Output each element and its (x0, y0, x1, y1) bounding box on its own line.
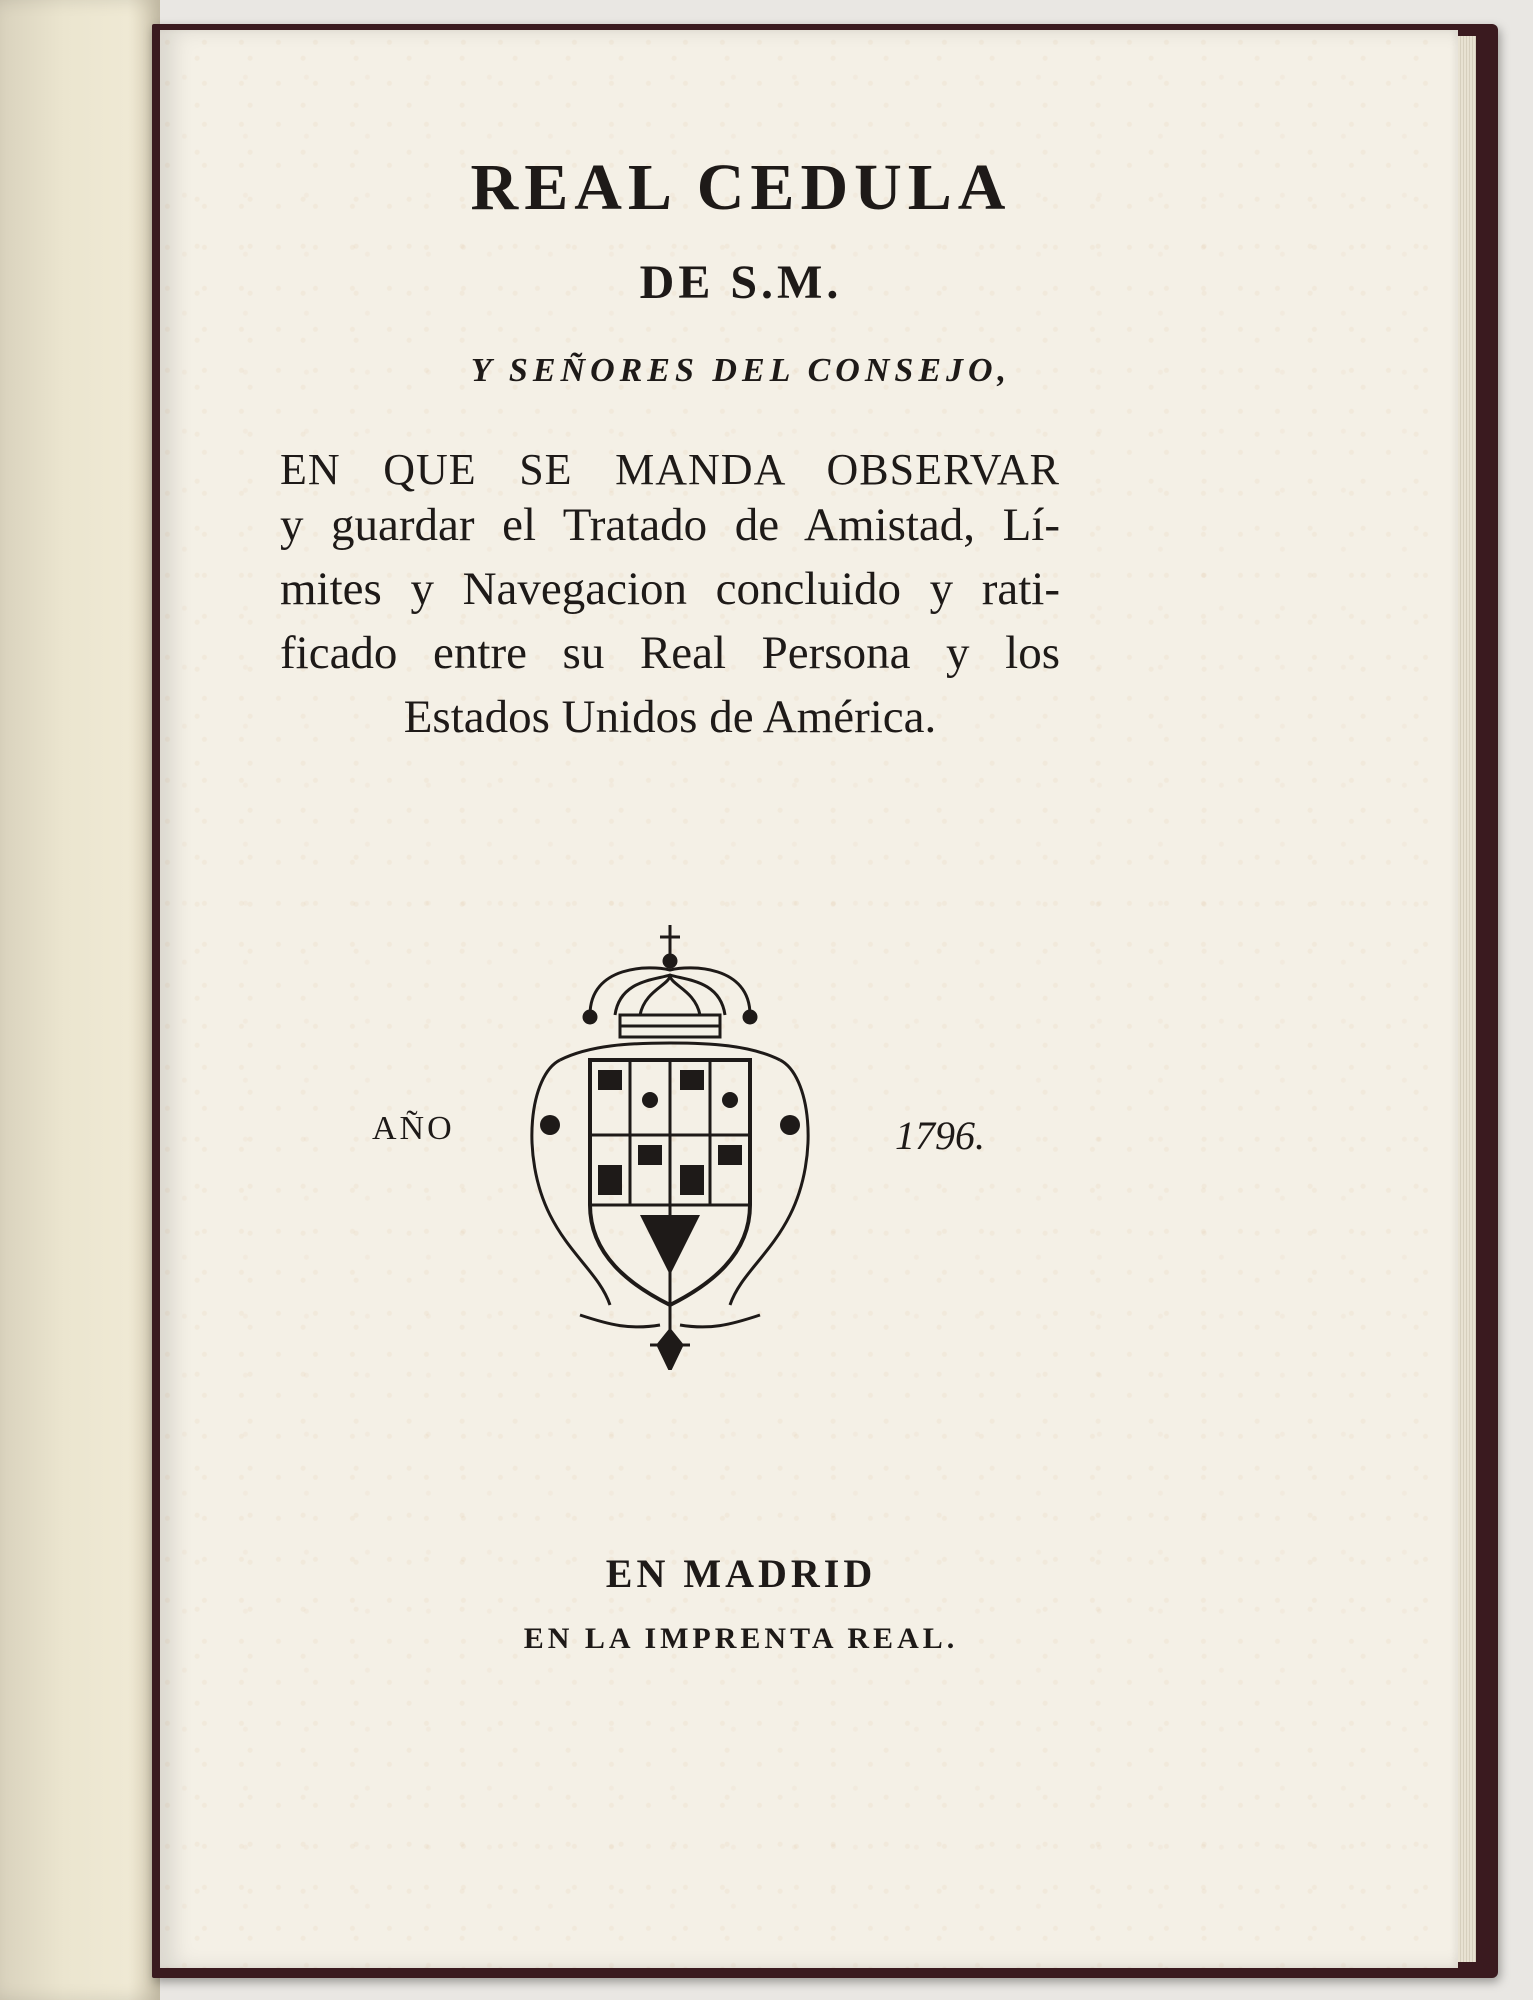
royal-coat-of-arms-icon (520, 925, 820, 1370)
imprint-place: EN MADRID (605, 1551, 877, 1596)
body-line: Estados Unidos de América. (403, 691, 937, 743)
document-title: REAL CEDULA (470, 151, 1012, 224)
year-label: AÑO (372, 1110, 455, 1147)
council-line: Y SEÑORES DEL CONSEJO, (470, 352, 1012, 389)
page-edges (1458, 36, 1476, 1962)
facing-page (0, 0, 160, 2000)
body-line: ficado entre su Real Persona y los (280, 627, 1060, 679)
body-line-heading: EN QUE SE MANDA OBSERVAR (280, 445, 1060, 494)
imprint-printer: EN LA IMPRENTA REAL. (523, 1622, 959, 1655)
body-line: y guardar el Tratado de Amistad, Lí- (280, 499, 1060, 551)
year-value: 1796. (895, 1113, 985, 1158)
document-subtitle: DE S.M. (639, 256, 843, 309)
body-line: mites y Navegacion concluido y rati- (280, 563, 1060, 615)
